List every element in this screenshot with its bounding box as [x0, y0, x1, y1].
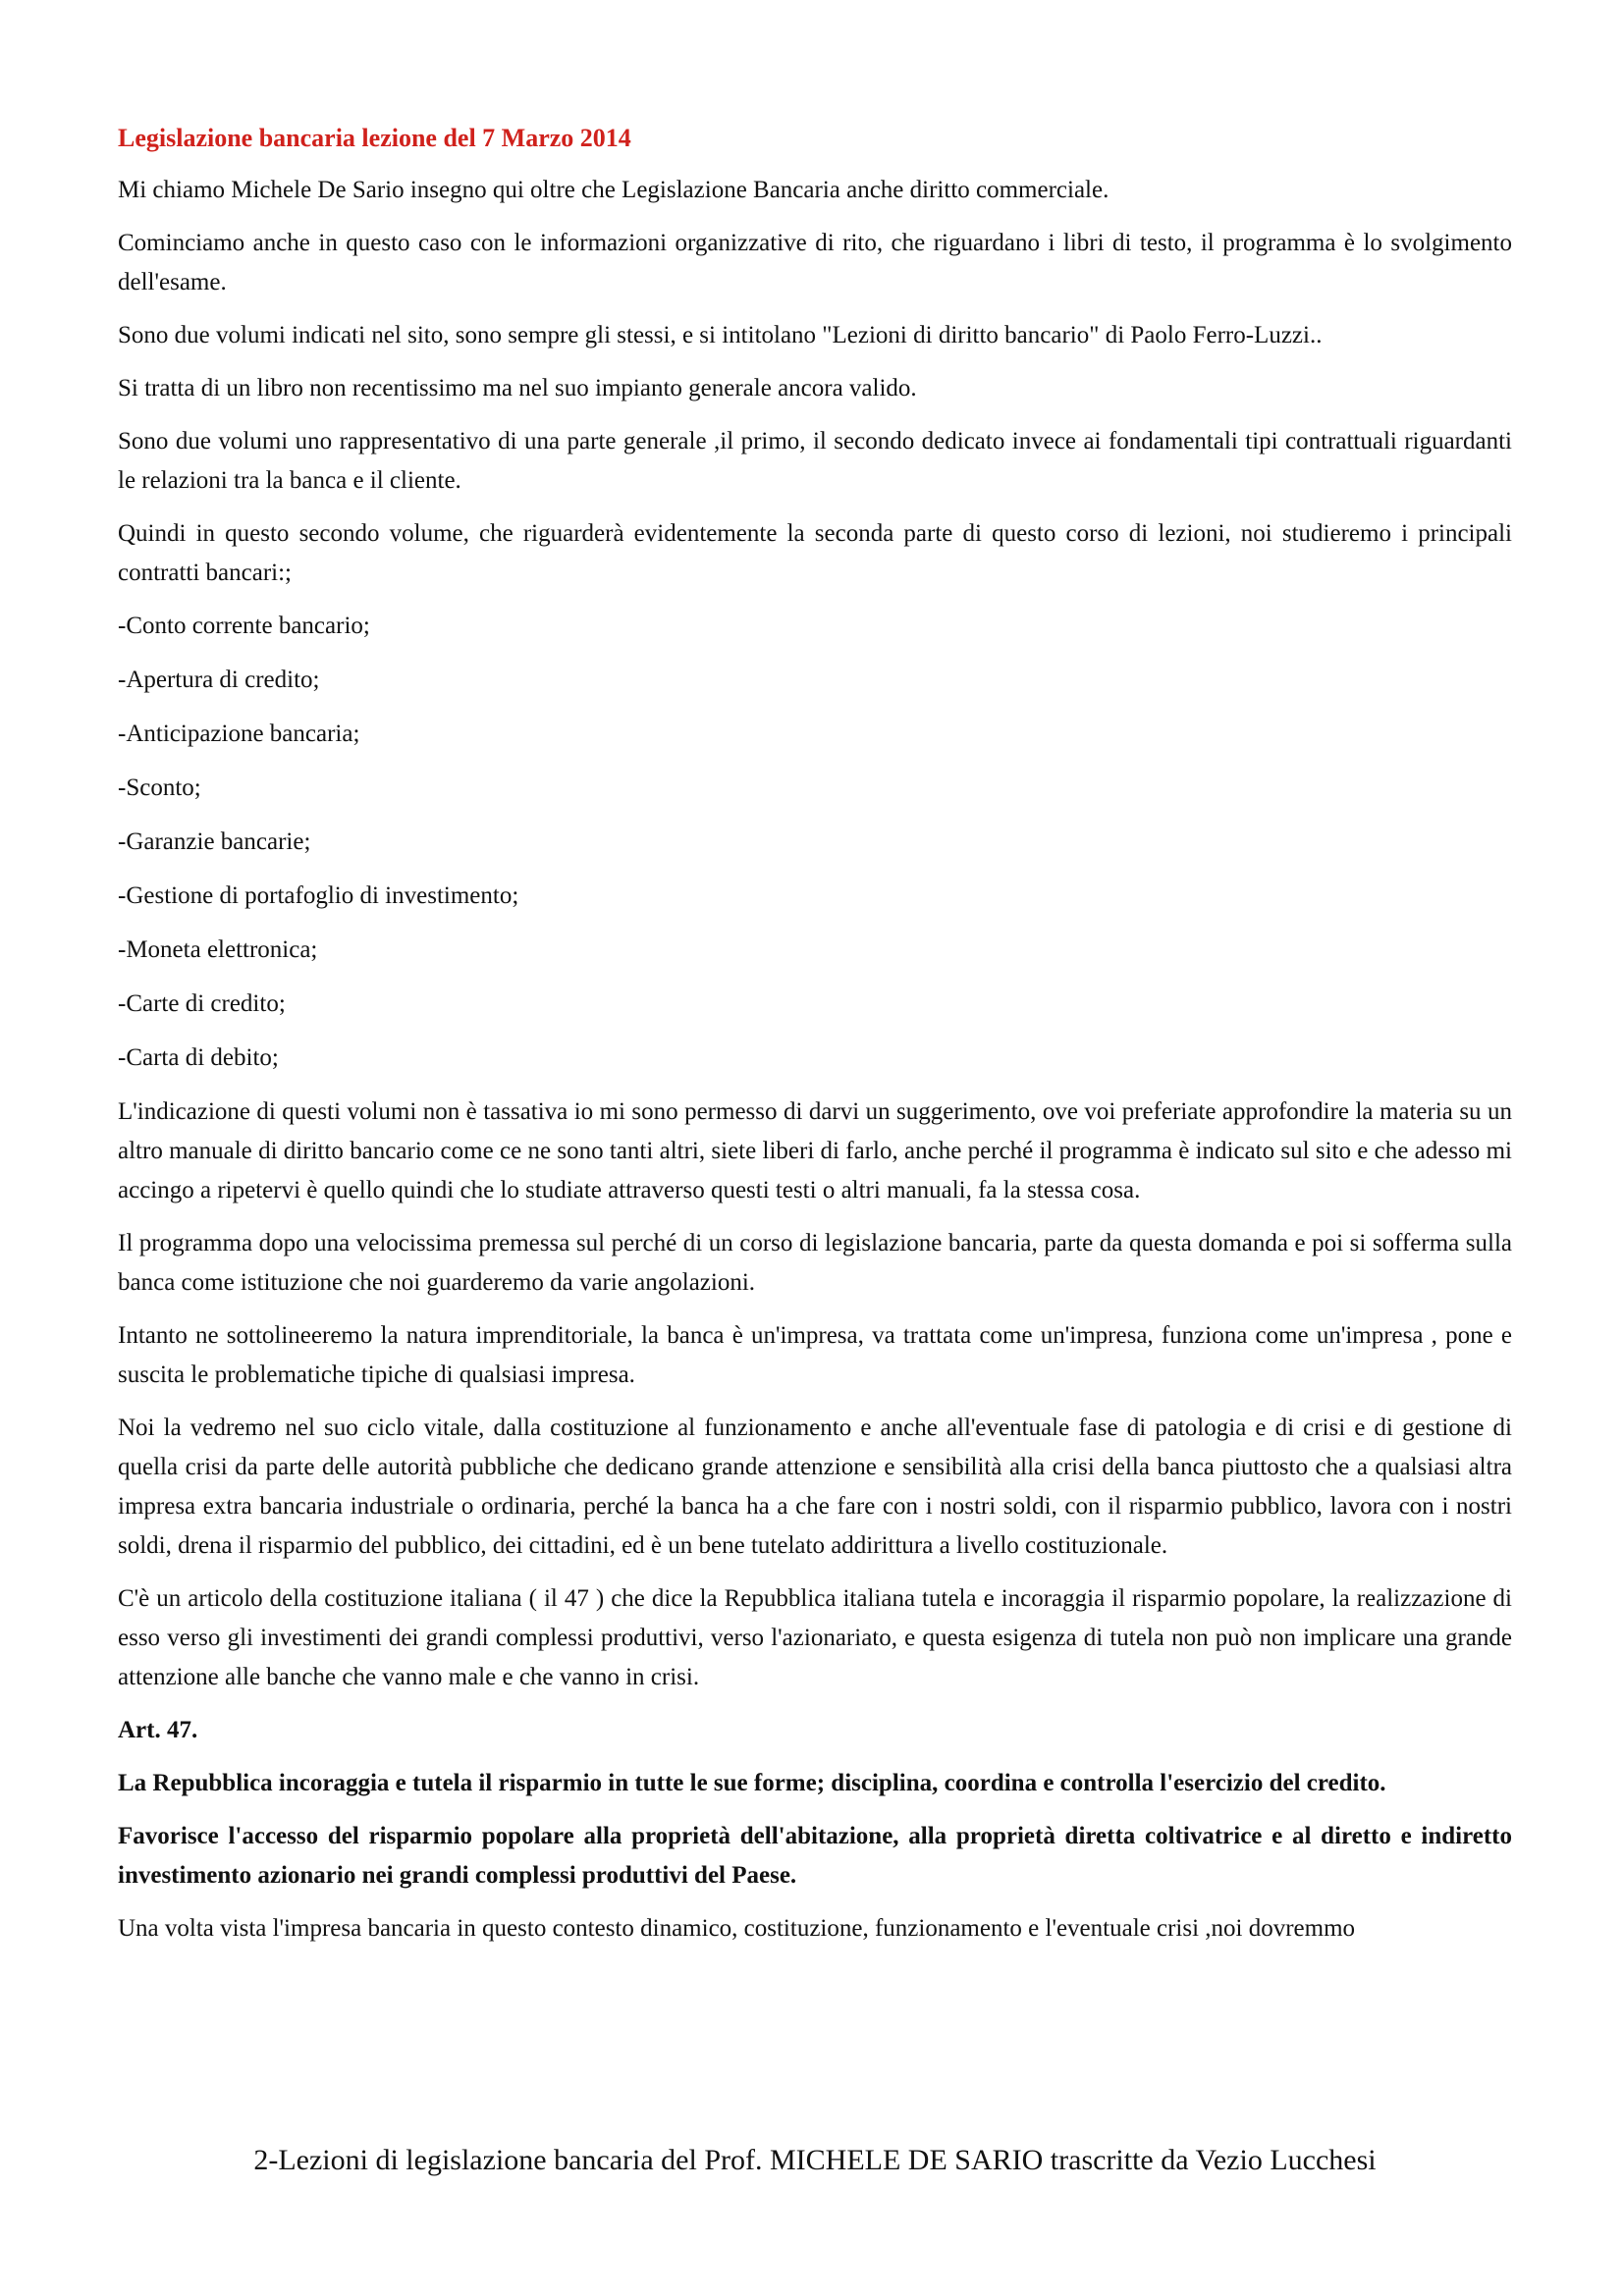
paragraph: Cominciamo anche in questo caso con le informazioni organizzative di rito, che riguardano i libri di testo, il programma è lo svolgimento dell'esame.	[118, 230, 1512, 295]
list-item: -Carta di debito;	[118, 1044, 279, 1071]
paragraph: Noi la vedremo nel suo ciclo vitale, dalla costituzione al funzionamento e anche all'eventuale fase di patologia e di crisi e di gestione di quella crisi da parte delle autorità pubbliche che dedicano grande attenzione e sensibilità alla crisi della banca piuttosto che a qualsiasi altra impresa extra bancaria industriale o ordinaria, perché la banca ha a che fare con i nostri soldi, con il risparmio pubblico, lavora con i nostri soldi, drena il risparmio del pubblico, dei cittadini, ed è un bene tutelato addirittura a livello costituzionale.	[118, 1415, 1512, 1559]
list-item: -Moneta elettronica;	[118, 936, 318, 963]
contract-list	[118, 607, 1512, 1078]
list-item: -Sconto;	[118, 774, 201, 801]
paragraph: Il programma dopo una velocissima premessa sul perché di un corso di legislazione bancaria, parte da questa domanda e poi si sofferma sulla banca come istituzione che noi guarderemo da varie angolazioni.	[118, 1230, 1512, 1296]
list-item: -Gestione di portafoglio di investimento;	[118, 882, 519, 909]
paragraph: Mi chiamo Michele De Sario insegno qui oltre che Legislazione Bancaria anche diritto commerciale.	[118, 177, 1109, 203]
document-body	[118, 171, 1512, 1962]
list-item: -Garanzie bancarie;	[118, 828, 311, 855]
paragraph: Intanto ne sottolineeremo la natura imprenditoriale, la banca è un'impresa, va trattata come un'impresa, funziona come un'impresa , pone e suscita le problematiche tipiche di qualsiasi impresa.	[118, 1322, 1512, 1388]
paragraph: L'indicazione di questi volumi non è tassativa io mi sono permesso di darvi un suggerimento, ove voi preferiate approfondire la materia su un altro manuale di diritto bancario come ce ne sono tanti altri, siete liberi di farlo, anche perché il programma è indicato sul sito e che adesso mi accingo a ripetervi è quello quindi che lo studiate attraverso questi testi o altri manuali, fa la stessa cosa.	[118, 1098, 1512, 1203]
document-title: Legislazione bancaria lezione del 7 Marzo 2014	[118, 124, 631, 152]
article-heading: Art. 47.	[118, 1717, 198, 1743]
list-item: -Apertura di credito;	[118, 667, 320, 693]
list-item: -Conto corrente bancario;	[118, 613, 370, 639]
article-paragraph: Favorisce l'accesso del risparmio popolare alla proprietà dell'abitazione, alla proprietà diretta coltivatrice e al diretto e indiretto investimento azionario nei grandi complessi produttivi del Paese.	[118, 1823, 1512, 1889]
paragraph: Si tratta di un libro non recentissimo ma nel suo impianto generale ancora valido.	[118, 375, 917, 401]
paragraph: Quindi in questo secondo volume, che riguarderà evidentemente la seconda parte di questo corso di lezioni, noi studieremo i principali contratti bancari:;	[118, 520, 1512, 586]
list-item: -Carte di credito;	[118, 990, 286, 1017]
paragraph: Sono due volumi uno rappresentativo di una parte generale ,il primo, il secondo dedicato invece ai fondamentali tipi contrattuali riguardanti le relazioni tra la banca e il cliente.	[118, 428, 1512, 494]
paragraph: Una volta vista l'impresa bancaria in questo contesto dinamico, costituzione, funzionamento e l'eventuale crisi ,noi dovremmo	[118, 1915, 1356, 1942]
article-paragraph: La Repubblica incoraggia e tutela il risparmio in tutte le sue forme; disciplina, coordina e controlla l'esercizio del credito.	[118, 1770, 1386, 1796]
paragraph: C'è un articolo della costituzione italiana ( il 47 ) che dice la Repubblica italiana tutela e incoraggia il risparmio popolare, la realizzazione di esso verso gli investimenti dei grandi complessi produttivi, verso l'azionariato, e questa esigenza di tutela non può non implicare una grande attenzione alle banche che vanno male e che vanno in crisi.	[118, 1585, 1512, 1690]
document-page	[118, 0, 1512, 2296]
page-footer: 2-Lezioni di legislazione bancaria del Prof. MICHELE DE SARIO trascritte da Vezio Lucchesi	[253, 2144, 1377, 2176]
paragraph: Sono due volumi indicati nel sito, sono sempre gli stessi, e si intitolano "Lezioni di diritto bancario" di Paolo Ferro-Luzzi..	[118, 322, 1323, 348]
list-item: -Anticipazione bancaria;	[118, 721, 360, 747]
